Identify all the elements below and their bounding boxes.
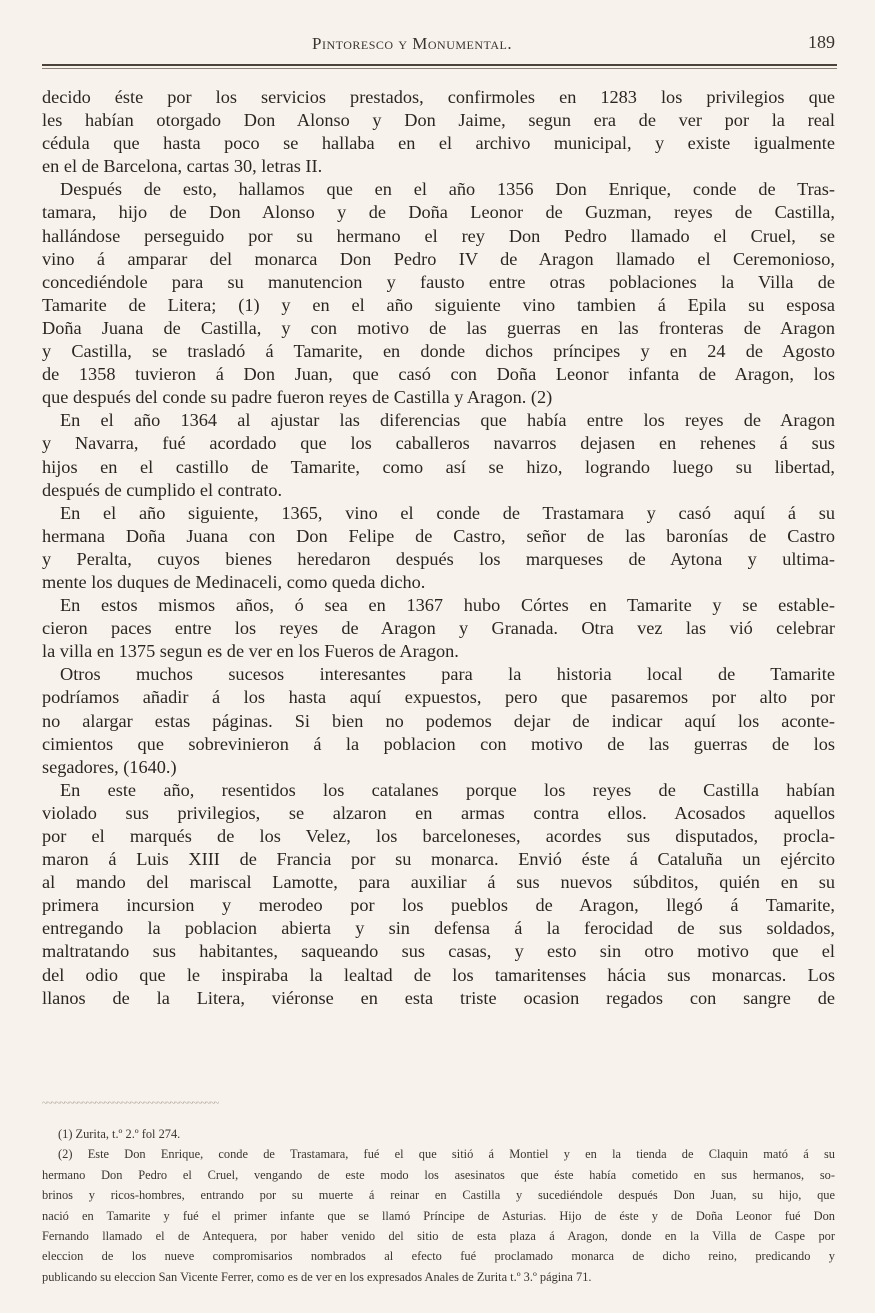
text-line: al mando del mariscal Lamotte, para auxiliar á sus nuevos súbditos, quién en su xyxy=(42,872,835,893)
text-line: decido éste por los servicios prestados, confirmoles en 1283 los privilegios que xyxy=(42,87,835,107)
footnote-line: hermano Don Pedro el Cruel, vengando de este modo los asesinatos que éste había cometido en sus hermanos, so- xyxy=(42,1167,835,1182)
text-line: cieron paces entre los reyes de Aragon y Granada. Otra vez las vió celebrar xyxy=(42,618,835,639)
footnote-line: brinos y ricos-hombres, entrando por su muerte á reinar en Castilla y sucediéndole después Don Juan, su hijo, que xyxy=(42,1188,835,1203)
footnote-line: (1) Zurita, t.º 2.º fol 274. xyxy=(58,1127,181,1141)
text-line: maron á Luis XIII de Francia por su monarca. Envió éste á Cataluña un ejército xyxy=(42,849,835,870)
text-line: hermana Doña Juana con Don Felipe de Castro, señor de las baronías de Castro xyxy=(42,525,835,546)
running-title: Pintoresco y Monumental. xyxy=(312,34,513,53)
text-line: podríamos añadir á los hasta aquí expuestos, pero que pasaremos por alto por xyxy=(42,687,835,708)
footnote-line: Fernando llamado el de Antequera, por haber venido del sitio de esta plaza á Aragon, donde en la Villa de Caspe por xyxy=(42,1228,835,1243)
text-line: Después de esto, hallamos que en el año 1356 Don Enrique, conde de Tras- xyxy=(60,179,835,200)
text-line: y Castilla, se trasladó á Tamarite, en donde dichos príncipes y en 24 de Agosto xyxy=(42,341,835,362)
text-line: cimientos que sobrevinieron á la poblacion con motivo de las guerras de los xyxy=(42,733,835,754)
text-line: hijos en el castillo de Tamarite, como así se hizo, logrando luego su libertad, xyxy=(42,456,835,477)
text-line: cédula que hasta poco se hallaba en el archivo municipal, y existe igualmente xyxy=(42,133,835,154)
text-line: que después del conde su padre fueron reyes de Castilla y Aragon. (2) xyxy=(42,387,553,408)
text-line: no alargar estas páginas. Si bien no podemos dejar de indicar aquí los aconte- xyxy=(42,710,835,731)
footnotes xyxy=(42,1124,835,1287)
text-line: tamara, hijo de Don Alonso y de Doña Leonor de Guzman, reyes de Castilla, xyxy=(42,202,835,223)
text-line: Doña Juana de Castilla, y con motivo de las guerras en las fronteras de Aragon xyxy=(42,317,835,338)
page-number: 189 xyxy=(808,32,835,52)
text-line: En este año, resentidos los catalanes porque los reyes de Castilla habían xyxy=(60,779,835,800)
text-line: de 1358 tuvieron á Don Juan, que casó con Doña Leonor infanta de Aragon, los xyxy=(42,364,835,385)
text-line: les habían otorgado Don Alonso y Don Jaime, segun era de ver por la real xyxy=(42,110,835,131)
text-line: después de cumplido el contrato. xyxy=(42,479,283,500)
text-line: Tamarite de Litera; (1) y en el año siguiente vino tambien á Epila su esposa xyxy=(42,294,835,315)
footnote-line: publicando su eleccion San Vicente Ferrer, como es de ver en los expresados Anales de Zurita t.º 3.º página 71. xyxy=(42,1269,592,1284)
footnote-line: eleccion de los nueve compromisarios nombrados al efecto fué proclamado monarca de dicho reino, predicando y xyxy=(42,1249,835,1264)
text-line: segadores, (1640.) xyxy=(42,756,177,777)
text-line: por el marqués de los Velez, los barceloneses, acordes sus disputados, procla- xyxy=(42,826,835,846)
text-line: y Peralta, cuyos bienes heredaron después los marqueses de Aytona y ultima- xyxy=(42,548,835,569)
text-line: la villa en 1375 segun es de ver en los Fueros de Aragon. xyxy=(42,641,459,662)
page-header xyxy=(42,28,837,58)
text-line: maltratando sus habitantes, saqueando sus casas, y esto sin otro motivo que el xyxy=(42,941,835,962)
text-line: hallándose perseguido por su hermano el rey Don Pedro llamado el Cruel, se xyxy=(42,225,835,246)
text-line: concediéndole para su manutencion y fausto entre otras poblaciones la Villa de xyxy=(42,271,835,292)
header-rule-thin xyxy=(42,68,837,69)
footnote-separator: ~~~~~~~~~~~~~~~~~~~~~~~~~~~~~~~~~~~~~~~~ xyxy=(42,1100,219,1108)
footnote-line: (2) Este Don Enrique, conde de Trastamara, fué el que sitió á Montiel y en la tienda de Claquin mató á su xyxy=(58,1147,835,1162)
text-line: llanos de la Litera, viéronse en esta triste ocasion regados con sangre de xyxy=(42,987,835,1008)
header-rule xyxy=(42,64,837,66)
text-line: vino á amparar del monarca Don Pedro IV de Aragon llamado el Ceremonioso, xyxy=(42,248,835,269)
text-line: Otros muchos sucesos interesantes para la historia local de Tamarite xyxy=(60,664,835,685)
text-line: y Navarra, fué acordado que los caballeros navarros dejasen en rehenes á sus xyxy=(42,433,835,454)
text-line: violado sus privilegios, se alzaron en armas contra ellos. Acosados aquellos xyxy=(42,802,835,823)
body-text xyxy=(42,86,835,1010)
text-line: En el año siguiente, 1365, vino el conde de Trastamara y casó aquí á su xyxy=(60,502,835,523)
footnote-line: nació en Tamarite y fué el primer infante que se llamó Príncipe de Asturias. Hijo de éste y de Doña Leonor fué Don xyxy=(42,1208,835,1223)
text-line: mente los duques de Medinaceli, como queda dicho. xyxy=(42,571,426,592)
text-line: primera incursion y merodeo por los pueblos de Aragon, llegó á Tamarite, xyxy=(42,895,835,916)
text-line: En el año 1364 al ajustar las diferencias que había entre los reyes de Aragon xyxy=(60,410,835,431)
text-line: entregando la poblacion abierta y sin defensa á la ferocidad de sus soldados, xyxy=(42,918,835,939)
text-line: En estos mismos años, ó sea en 1367 hubo Córtes en Tamarite y se estable- xyxy=(60,595,835,616)
text-line: del odio que le inspiraba la lealtad de los tamaritenses hácia sus monarcas. Los xyxy=(42,964,835,985)
text-line: en el de Barcelona, cartas 30, letras II. xyxy=(42,156,323,177)
